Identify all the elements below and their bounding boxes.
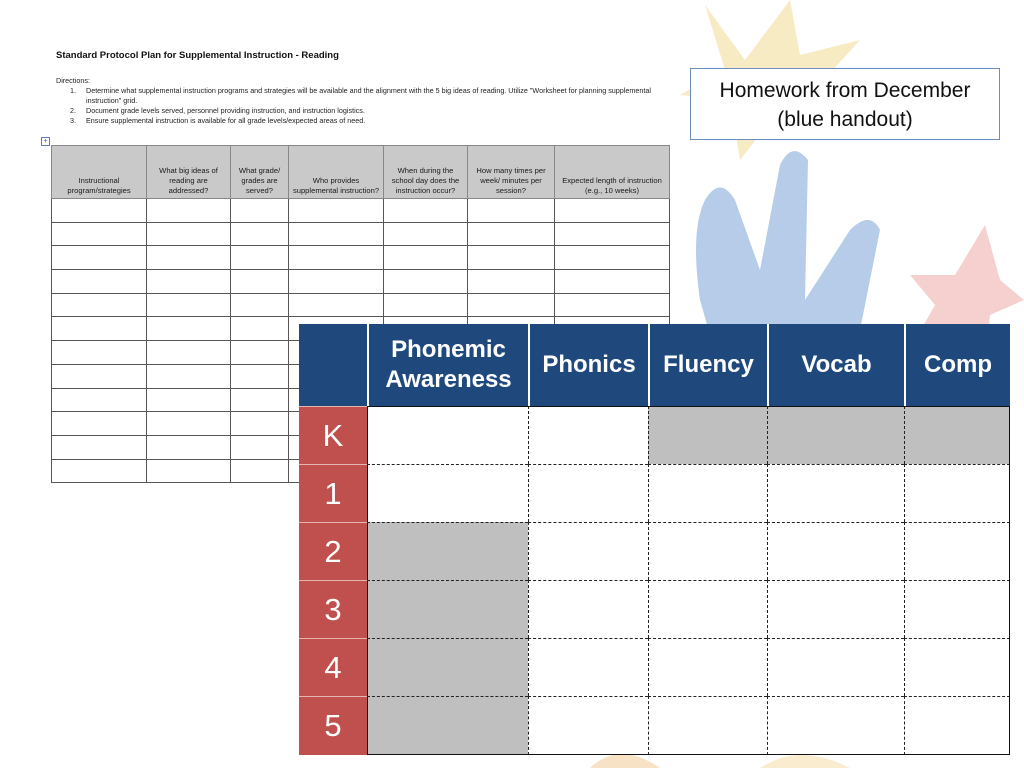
table-cell xyxy=(555,246,670,270)
table-cell xyxy=(231,246,289,270)
direction-step-number: 3. xyxy=(70,116,76,125)
table-cell xyxy=(231,199,289,223)
table-cell xyxy=(52,341,147,365)
table-cell xyxy=(52,293,147,317)
grid-cell-shaded xyxy=(767,406,904,464)
grid-cell xyxy=(767,522,904,580)
grid-cell-shaded xyxy=(367,696,528,755)
table-cell xyxy=(231,270,289,294)
grid-column-header: Fluency xyxy=(648,324,767,406)
table-cell xyxy=(555,222,670,246)
grid-cell xyxy=(528,638,648,696)
grid-cell-shaded xyxy=(367,580,528,638)
table-cell xyxy=(147,388,231,412)
grid-cell-shaded xyxy=(367,638,528,696)
table-cell xyxy=(231,293,289,317)
grid-cell xyxy=(528,406,648,464)
table-cell xyxy=(147,293,231,317)
table-cell xyxy=(52,199,147,223)
planning-column-header: Instructional program/strategies xyxy=(52,146,147,199)
grid-cell xyxy=(528,580,648,638)
table-cell xyxy=(231,412,289,436)
homework-note xyxy=(690,68,1000,140)
table-cell xyxy=(555,270,670,294)
table-cell xyxy=(147,246,231,270)
direction-step-number: 1. xyxy=(70,86,76,95)
table-cell xyxy=(468,199,555,223)
bottom-stripe-shape-2 xyxy=(760,755,850,768)
grid-cell xyxy=(528,464,648,522)
table-cell xyxy=(147,199,231,223)
grid-cell xyxy=(648,522,767,580)
table-cell xyxy=(52,270,147,294)
planning-column-header: How many times per week/ minutes per session? xyxy=(468,146,555,199)
table-row xyxy=(52,246,670,270)
grid-cell-shaded xyxy=(367,522,528,580)
grid-cell xyxy=(367,464,528,522)
table-cell xyxy=(52,435,147,459)
table-cell xyxy=(147,412,231,436)
table-cell xyxy=(289,270,384,294)
grid-cell xyxy=(904,522,1010,580)
table-row xyxy=(52,293,670,317)
grade-label: 1 xyxy=(299,464,367,522)
table-cell xyxy=(147,317,231,341)
direction-step-text: Determine what supplemental instruction programs and strategies will be available and the alignment with the 5 big ideas of reading. Utilize "Worksheet for planning supplemental instruction" grid. xyxy=(86,86,651,105)
direction-step-text: Ensure supplemental instruction is available for all grade levels/expected areas of need. xyxy=(86,116,366,125)
table-cell xyxy=(384,199,468,223)
table-cell xyxy=(231,459,289,483)
grid-cell xyxy=(648,638,767,696)
grid-column-header: Comp xyxy=(904,324,1010,406)
big-ideas-grid xyxy=(299,324,1010,755)
table-cell xyxy=(231,317,289,341)
grid-cell xyxy=(767,696,904,755)
grid-cell-shaded xyxy=(904,406,1010,464)
table-cell xyxy=(52,246,147,270)
worksheet-title: Standard Protocol Plan for Supplemental Instruction - Reading xyxy=(56,50,339,61)
table-cell xyxy=(289,199,384,223)
table-cell xyxy=(231,435,289,459)
grid-cell xyxy=(904,580,1010,638)
homework-note-line1: Homework from December xyxy=(719,79,971,102)
table-cell xyxy=(147,459,231,483)
table-cell xyxy=(52,364,147,388)
table-cell xyxy=(384,293,468,317)
direction-step xyxy=(56,116,666,126)
table-cell xyxy=(231,388,289,412)
planning-column-header: When during the school day does the instruction occur? xyxy=(384,146,468,199)
table-cell xyxy=(289,246,384,270)
table-cell xyxy=(52,412,147,436)
table-cell xyxy=(147,341,231,365)
table-row xyxy=(52,222,670,246)
grid-corner-cell xyxy=(299,324,367,406)
table-cell xyxy=(384,246,468,270)
direction-step-text: Document grade levels served, personnel providing instruction, and instruction logistics. xyxy=(86,106,365,115)
table-cell xyxy=(147,222,231,246)
grid-column-header: Phonics xyxy=(528,324,648,406)
grid-cell xyxy=(904,638,1010,696)
directions-list xyxy=(56,86,666,126)
grid-cell xyxy=(648,696,767,755)
table-cell xyxy=(468,293,555,317)
table-cell xyxy=(52,459,147,483)
grid-cell xyxy=(904,696,1010,755)
grid-cell-shaded xyxy=(648,406,767,464)
table-cell xyxy=(555,293,670,317)
table-row xyxy=(52,199,670,223)
grid-column-header: Phonemic Awareness xyxy=(367,324,528,406)
grid-cell xyxy=(767,638,904,696)
table-cell xyxy=(147,435,231,459)
table-cell xyxy=(52,222,147,246)
homework-note-line2: (blue handout) xyxy=(777,108,913,131)
grade-label: 4 xyxy=(299,638,367,696)
direction-step xyxy=(56,106,666,116)
table-row xyxy=(52,270,670,294)
grid-cell xyxy=(767,580,904,638)
grade-label: 3 xyxy=(299,580,367,638)
table-cell xyxy=(231,341,289,365)
grid-column-header: Vocab xyxy=(767,324,904,406)
grade-label: 5 xyxy=(299,696,367,755)
table-cell xyxy=(289,222,384,246)
bottom-stripe-shape xyxy=(590,754,660,768)
table-cell xyxy=(468,222,555,246)
table-move-handle-icon: + xyxy=(41,137,50,146)
table-cell xyxy=(147,364,231,388)
grid-cell xyxy=(648,464,767,522)
directions-label: Directions: xyxy=(56,76,90,85)
table-cell xyxy=(231,364,289,388)
grid-cell xyxy=(367,406,528,464)
grid-cell xyxy=(528,522,648,580)
grid-cell xyxy=(528,696,648,755)
direction-step-number: 2. xyxy=(70,106,76,115)
table-cell xyxy=(468,270,555,294)
direction-step xyxy=(56,86,666,106)
table-cell xyxy=(52,388,147,412)
grade-label: K xyxy=(299,406,367,464)
grid-cell xyxy=(648,580,767,638)
grid-cell xyxy=(904,464,1010,522)
table-cell xyxy=(52,317,147,341)
table-cell xyxy=(384,270,468,294)
planning-column-header: What grade/ grades are served? xyxy=(231,146,289,199)
planning-column-header: Who provides supplemental instruction? xyxy=(289,146,384,199)
planning-column-header: What big ideas of reading are addressed? xyxy=(147,146,231,199)
table-cell xyxy=(231,222,289,246)
planning-table-header xyxy=(52,146,670,199)
planning-column-header: Expected length of instruction (e.g., 10 weeks) xyxy=(555,146,670,199)
table-cell xyxy=(555,199,670,223)
table-cell xyxy=(468,246,555,270)
table-cell xyxy=(147,270,231,294)
grade-label: 2 xyxy=(299,522,367,580)
table-cell xyxy=(384,222,468,246)
table-cell xyxy=(289,293,384,317)
grid-cell xyxy=(767,464,904,522)
